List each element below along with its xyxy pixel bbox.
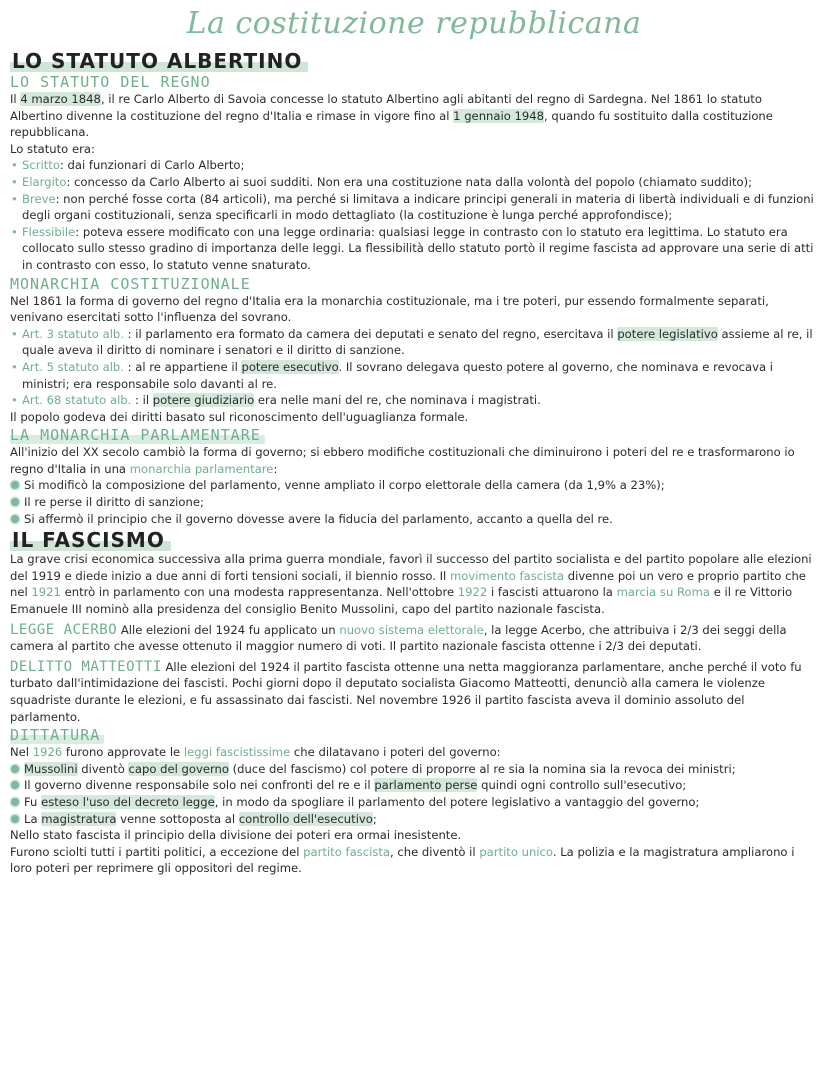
paragraph-popolo: Il popolo godeva dei diritti basato sul riconoscimento dell'uguaglianza formale. [10,409,469,424]
list-item: Si modificò la composizione del parlamento, venne ampliato il corpo elettorale della camera (da 1,9% a 23%); [10,477,818,494]
paragraph-legge-acerbo: LEGGE ACERBO Alle elezioni del 1924 fu applicato un nuovo sistema elettorale, la legge Acerbo, che attribuiva i 2/3 dei seggi della camera al partito che avesse ottenuto il maggior numero di voti. Il partito nazionale fascista ottenne i 2/3 dei deputati. [10,621,787,654]
paragraph-statuto-intro: Il 4 marzo 1848, il re Carlo Alberto di Savoia concesse lo statuto Albertino agli abitanti del regno di Sardegna. Nel 1861 lo statuto Albertino divenne la costituzione del regno d'Italia e rimase in vigore fino al 1 gennaio 1948, quando fu sostituito dalla costituzione repubblicana. [10,92,773,140]
subheading-dittatura: DITTATURA [10,726,104,744]
list-item: • Breve: non perché fosse corta (84 articoli), ma perché si limitava a indicare principi generali in materia di libertà individuali e di funzioni degli organi costituzionali, senza specificarli in modo dettagliato (la costituzione è lunga perché approfondisce); [10,191,818,224]
subheading-monarchia-parlamentare: LA MONARCHIA PARLAMENTARE [10,426,265,444]
list-articoli [10,326,818,409]
list-item: • Flessibile: poteva essere modificato con una legge ordinaria: qualsiasi legge in contrasto con lo statuto era legittima. Lo statuto era collocato sullo stesso gradino di importanza delle leggi. La flessibilità dello statuto portò il regime fascista ad approvare una serie di atti in contrasto con esso, lo statuto venne snaturato. [10,224,818,274]
list-item: Mussolini diventò capo del governo (duce del fascismo) col potere di proporre al re sia la nomina sia la revoca dei ministri; [10,761,818,778]
heading-fascismo: IL FASCISMO [10,529,171,551]
subheading-monarchia-costituzionale: MONARCHIA COSTITUZIONALE [10,274,251,293]
paragraph-monarchia: Nel 1861 la forma di governo del regno d'Italia era la monarchia costituzionale, ma i tre poteri, pur essendo formalmente separati, venivano esercitati sotto l'influenza del sovrano. [10,293,769,325]
list-item: • Scritto: dai funzionari di Carlo Alberto; [10,157,818,174]
paragraph-fascismo-intro: La grave crisi economica successiva alla prima guerra mondiale, favorì il successo del partito socialista e del partito popolare alle elezioni del 1919 e diede inizio a due anni di forti tensioni sociali, il biennio rosso. Il movimento fascista divenne poi un vero e proprio partito che nel 1921 entrò in parlamento con una modesta rappresentanza. Nell'ottobre 1922 i fascisti attuarono la marcia su Roma e il re Vittorio Emanuele III nominò alla presidenza del consiglio Benito Mussolini, capo del partito nazionale fascista. [10,552,812,617]
subheading-delitto-matteotti: DELITTO MATTEOTTI [10,658,162,675]
list-item: Fu esteso l'uso del decreto legge, in modo da spogliare il parlamento del potere legislativo a vantaggio del governo; [10,794,818,811]
list-monarchia-parlamentare [10,477,818,527]
heading-statuto-albertino: LO STATUTO ALBERTINO [10,50,308,72]
list-item: Il re perse il diritto di sanzione; [10,494,818,511]
list-item: • Art. 3 statuto alb. : il parlamento era formato da camera dei deputati e senato del regno, esercitava il potere legislativo assieme al re, il quale aveva il diritto di nominare i senatori e il diritto di sanzione. [10,326,818,359]
highlight-date-1948: 1 gennaio 1948 [453,108,544,123]
paragraph-partito-unico: Furono sciolti tutti i partiti politici, a eccezione del partito fascista, che diventò il partito unico. La polizia e la magistratura ampliarono i loro poteri per reprimere gli oppositori del regime. [10,844,795,876]
paragraph-monarchia-parlamentare: All'inizio del XX secolo cambiò la forma di governo; si ebbero modifiche costituzionali che diminuirono i poteri del re e trasformarono io regno d'Italia in una monarchia parlamentare: [10,445,795,476]
list-item: • Elargito: concesso da Carlo Alberto ai suoi sudditi. Non era una costituzione nata dalla volontà del popolo (chiamato suddito); [10,174,818,191]
list-item: Il governo divenne responsabile solo nei confronti del re e il parlamento perse quindi ogni controllo sull'esecutivo; [10,777,818,794]
list-statuto-features [10,157,818,273]
paragraph-stato-fascista: Nello stato fascista il principio della divisione dei poteri era ormai inesistente. [10,828,462,843]
paragraph-statuto-era: Lo statuto era: [10,141,95,156]
list-item: • Art. 5 statuto alb. : al re appartiene il potere esecutivo. Il sovrano delegava questo potere al governo, che nominava e revocava i ministri; era responsabile solo davanti al re. [10,359,818,392]
page-title: La costituzione repubblicana [186,6,642,41]
list-item: La magistratura venne sottoposta al controllo dell'esecutivo; [10,811,818,828]
list-item: • Art. 68 statuto alb. : il potere giudiziario era nelle mani del re, che nominava i magistrati. [10,392,818,409]
highlight-date-1848: 4 marzo 1848 [20,92,101,106]
list-item: Si affermò il principio che il governo dovesse avere la fiducia del parlamento, accanto a quella del re. [10,511,818,528]
paragraph-delitto-matteotti: DELITTO MATTEOTTI Alle elezioni del 1924 il partito fascista ottenne una netta maggioranza parlamentare, anche perché il voto fu turbato dall'intimidazione dei fascisti. Pochi giorni dopo il deputato socialista Giacomo Matteotti, denunciò alla camera le violenze squadriste durante le elezioni, e fu assassinato dai fascisti. Nel novembre 1926 il partito fascista aveva il dominio assoluto del parlamento. [10,658,802,724]
paragraph-dittatura: Nel 1926 furono approvate le leggi fascistissime che dilatavano i poteri del governo: [10,745,501,760]
list-leggi-fascistissime [10,761,818,827]
subheading-statuto-del-regno: LO STATUTO DEL REGNO [10,73,211,91]
subheading-legge-acerbo: LEGGE ACERBO [10,621,118,638]
